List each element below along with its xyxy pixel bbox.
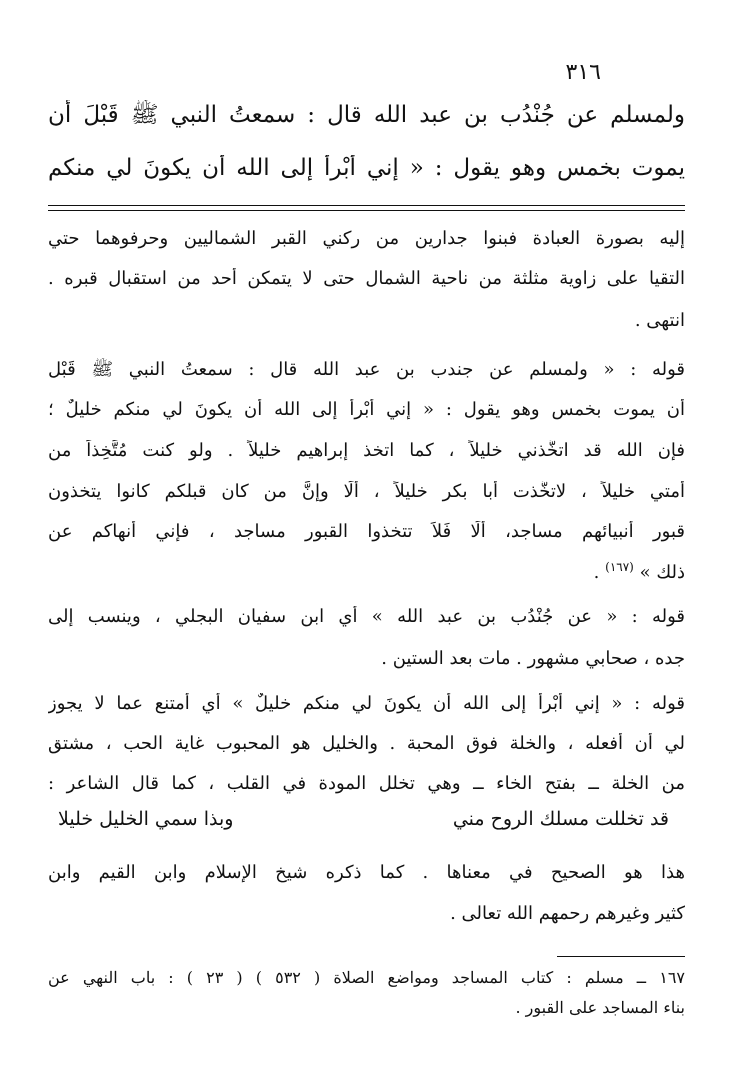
- khalil-line: قوله : « إني أَبْرأُ إلى الله أن يكونَ لي منكم خليلٌ » أي أمتنع عما لا يجوز: [48, 693, 685, 714]
- closing-line: كثير وغيرهم رحمهم الله تعالى .: [450, 903, 685, 924]
- footnote-line: ١٦٧ ــ مسلم : كتاب المساجد ومواضع الصلاة ( ٥٣٢ ) ( ٢٣ ) : باب النهي عن: [48, 968, 685, 987]
- footnote-line: بناء المساجد على القبور .: [515, 998, 685, 1017]
- commentary-line: انتهى .: [634, 310, 685, 331]
- jundub-line: قوله : « عن جُنْدُب بن عبد الله » أي ابن سفيان البجلي ، وينسب إلى: [48, 606, 685, 627]
- hadith-line: قبور أنبيائهم مساجد، ألَا فَلاَ تتخذوا القبور مساجد ، فإني أنهاكم عن: [48, 521, 685, 542]
- hadith-line: أُمتي خليلاً ، لاتخَّذت أبا بكر خليلاً ، ألَا وإنَّ من كان قبلكم كانوا يتخذون: [48, 481, 685, 502]
- closing-line: هذا هو الصحيح في معناها . كما ذكره شيخ الإسلام وابن القيم وابن: [48, 862, 685, 883]
- khalil-line: من الخلة ــ بفتح الخاء ــ وهي تخلل المودة في القلب ، كما قال الشاعر :: [48, 773, 685, 794]
- footnote-rule: [557, 956, 685, 957]
- commentary-line: إليه بصورة العبادة فبنوا جدارين من ركني القبر الشماليين وحرفوهما حتي: [48, 228, 685, 249]
- verse-second-hemistich: وبذا سمي الخليل خليلا: [58, 808, 234, 830]
- hadith-line: [48, 560, 685, 583]
- jundub-line: جده ، صحابي مشهور . مات بعد الستين .: [381, 648, 685, 669]
- commentary-line: التقيا على زاوية مثلثة من ناحية الشمال حتى لا يتمكن أحد من استقبال قبره .: [48, 268, 685, 289]
- separator-rule: [48, 210, 685, 211]
- main-text-line: ولمسلم عن جُنْدُب بن عبد الله قال : سمعتُ النبي ﷺ قَبْلَ أن: [48, 102, 685, 128]
- main-text-line: يموت بخمسٍ وهو يقول : « إني أَبْرأُ إلى الله أن يكونَ لي منكم: [48, 155, 685, 181]
- hadith-period: .: [593, 562, 600, 583]
- hadith-line: فإن الله قد اتخَّذني خليلاً ، كما اتخذ إبراهيم خليلاً . ولو كنت مُتَّخِذاً من: [48, 440, 685, 461]
- page-number: ٣١٦: [565, 60, 601, 85]
- hadith-line: قوله : « ولمسلم عن جندب بن عبد الله قال : سمعتُ النبي ﷺ قَبْل: [48, 359, 685, 380]
- footnote-reference: (١٦٧): [605, 560, 634, 574]
- separator-rule: [48, 205, 685, 206]
- khalil-line: لي أن أفعله ، والخلة فوق المحبة . والخليل هو المحبوب غاية الحب ، مشتق: [48, 733, 685, 754]
- verse-first-hemistich: قد تخللت مسلك الروح مني: [452, 808, 669, 830]
- hadith-last-text: ذلك »: [639, 562, 685, 583]
- hadith-line: أن يموت بخمسٍ وهو يقول : « إني أَبْرأُ إلى الله أن يكونَ لي منكم خليلٌ ؛: [48, 399, 685, 420]
